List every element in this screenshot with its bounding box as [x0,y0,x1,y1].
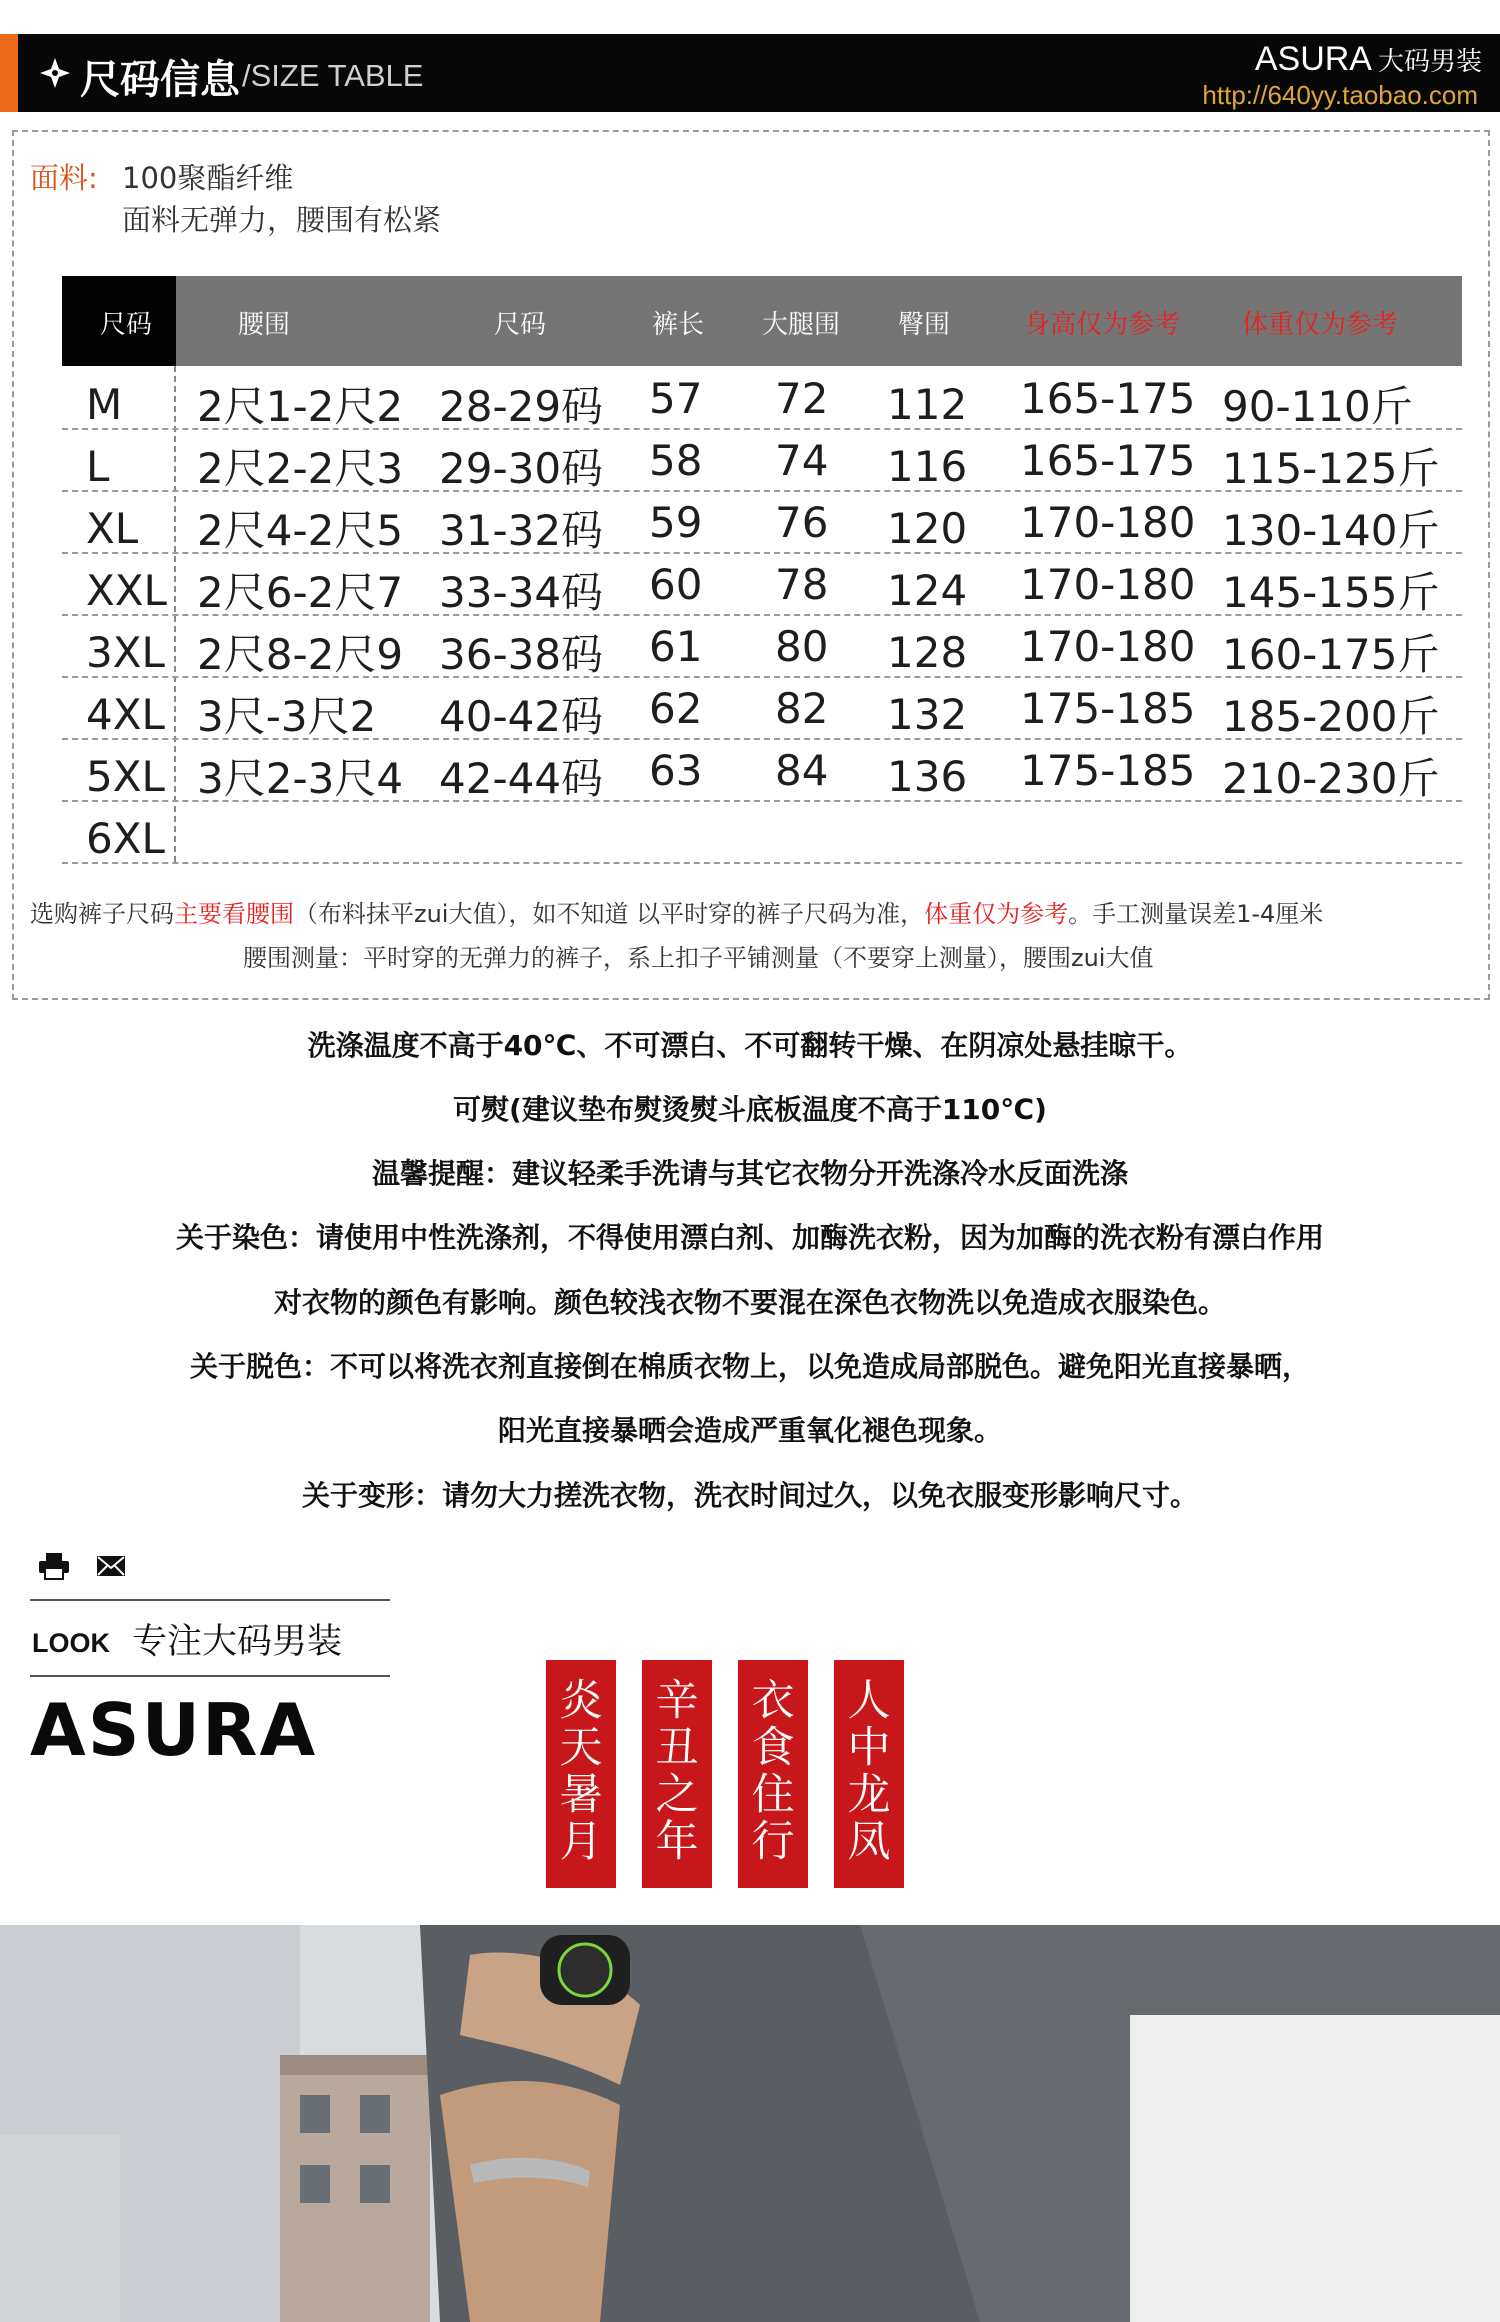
cell-code: 33-34码 [439,568,604,617]
cell-length: 63 [649,746,703,795]
cell-weight: 130-140斤 [1222,506,1440,555]
print-icon[interactable] [38,1552,70,1580]
cell-code: 28-29码 [439,382,604,431]
cell-hip: 136 [887,752,968,801]
cell-code: 36-38码 [439,630,604,679]
care-line: 关于变形：请勿大力搓洗衣物，洗衣时间过久，以免衣服变形影响尺寸。 [301,1479,1198,1512]
cell-size: 4XL [86,690,165,739]
mail-icon[interactable] [96,1554,126,1578]
cell-height: 170-180 [1020,498,1196,547]
tip-highlight: 主要看腰围 [174,900,294,928]
cell-length: 61 [649,622,703,671]
care-line: 温馨提醒：建议轻柔手洗请与其它衣物分开洗涤冷水反面洗涤 [371,1157,1128,1190]
seal-banner: 辛丑之年 [642,1660,712,1888]
cell-length: 62 [649,684,703,733]
cell-thigh: 82 [775,684,829,733]
cell-thigh: 78 [775,560,829,609]
cross-ornament-icon [38,56,72,90]
section-title: 尺码信息 [80,57,240,103]
cell-waist: 2尺8-2尺9 [197,630,404,679]
header-size: 尺码 [100,310,153,340]
cell-height: 165-175 [1020,436,1196,485]
cell-waist: 3尺2-3尺4 [197,754,404,803]
cell-thigh: 76 [775,498,829,547]
size-tip-line1 [30,894,1323,929]
cell-height: 175-185 [1020,746,1196,795]
cell-weight: 160-175斤 [1222,630,1440,679]
table-row [62,800,1462,864]
cell-hip: 128 [887,628,968,677]
care-line: 洗涤温度不高于40℃、不可漂白、不可翻转干燥、在阴凉处悬挂晾干。 [307,1029,1193,1062]
cell-hip: 124 [887,566,968,615]
table-row [62,738,1462,802]
table-header [62,276,1462,366]
tip-highlight: 体重仅为参考 [924,900,1069,928]
header-waist: 腰围 [238,310,291,340]
cell-hip: 116 [887,442,968,491]
care-line: 阳光直接暴晒会造成严重氧化褪色现象。 [497,1414,1002,1447]
section-subtitle: /SIZE TABLE [242,58,424,93]
cell-height: 170-180 [1020,560,1196,609]
care-line: 关于染色：请使用中性洗涤剂，不得使用漂白剂、加酶洗衣粉，因为加酶的洗衣粉有漂白作用 [175,1221,1324,1254]
header-thigh: 大腿围 [762,310,841,340]
header-hip: 臀围 [898,310,951,340]
model-photo [0,1925,1500,2322]
care-line: 可熨(建议垫布熨烫熨斗底板温度不高于110℃) [453,1093,1047,1126]
cell-size: 5XL [86,752,165,801]
cell-length: 59 [649,498,703,547]
seal-banner: 人中龙凤 [834,1660,904,1888]
cell-size: XXL [86,566,167,615]
cell-height: 165-175 [1020,374,1196,423]
cell-thigh: 72 [775,374,829,423]
tip-text: 。手工测量误差1-4厘米 [1068,900,1324,928]
header-code: 尺码 [494,310,547,340]
cell-hip: 120 [887,504,968,553]
header-weight: 体重仅为参考 [1242,310,1399,340]
brand-name [1255,40,1482,79]
cell-thigh: 80 [775,622,829,671]
cell-weight: 90-110斤 [1222,382,1413,431]
care-line: 关于脱色：不可以将洗衣剂直接倒在棉质衣物上，以免造成局部脱色。避免阳光直接暴晒， [189,1350,1310,1383]
fabric-label: 面料: [30,161,98,195]
tip-text: 选购裤子尺码 [30,900,174,928]
cell-hip: 112 [887,380,968,429]
header-accent-strip [0,34,18,112]
brand-chinese: 大码男装 [1377,47,1482,77]
cell-thigh: 74 [775,436,829,485]
brand-latin: ASURA [1254,40,1372,78]
table-row [62,552,1462,616]
table-row [62,490,1462,554]
cell-length: 58 [649,436,703,485]
cell-size: M [86,380,123,429]
size-tip-line2: 腰围测量：平时穿的无弹力的裤子，系上扣子平铺测量（不要穿上测量），腰围zui大值 [243,944,1154,972]
table-row [62,366,1462,430]
cell-size: 6XL [86,814,165,863]
header-length: 裤长 [652,310,705,340]
cell-size: 3XL [86,628,165,677]
cell-size: L [86,442,110,491]
divider [30,1599,390,1601]
shop-url[interactable]: http://640yy.taobao.com [1202,80,1478,110]
cell-weight: 115-125斤 [1222,444,1440,493]
cell-code: 31-32码 [439,506,604,555]
table-row [62,614,1462,678]
brand-logo: ASURA [30,1688,318,1772]
brand-slogan: 专注大码男装 [132,1622,343,1662]
cell-code: 42-44码 [439,754,604,803]
cell-size: XL [86,504,139,553]
cell-waist: 2尺2-2尺3 [197,444,404,493]
cell-weight: 210-230斤 [1222,754,1440,803]
header-height: 身高仅为参考 [1024,310,1181,340]
care-line: 对衣物的颜色有影响。颜色较浅衣物不要混在深色衣物洗以免造成衣服染色。 [273,1286,1226,1319]
cell-hip: 132 [887,690,968,739]
cell-thigh: 84 [775,746,829,795]
header-bar [0,34,1500,112]
cell-height: 175-185 [1020,684,1196,733]
cell-weight: 145-155斤 [1222,568,1440,617]
fabric-note: 面料无弹力，腰围有松紧 [122,203,442,237]
cell-length: 57 [649,374,703,423]
table-row [62,676,1462,740]
seal-banner: 衣食住行 [738,1660,808,1888]
tip-text: （布料抹平zui大值），如不知道 以平时穿的裤子尺码为准， [294,900,925,928]
table-row [62,428,1462,492]
divider [30,1675,390,1677]
cell-weight: 185-200斤 [1222,692,1440,741]
cell-code: 40-42码 [439,692,604,741]
seal-banner: 炎天暑月 [546,1660,616,1888]
look-label: LOOK [32,1628,110,1658]
cell-waist: 2尺4-2尺5 [197,506,404,555]
cell-length: 60 [649,560,703,609]
cell-code: 29-30码 [439,444,604,493]
cell-waist: 3尺-3尺2 [197,692,377,741]
cell-waist: 2尺1-2尺2 [197,382,404,431]
cell-height: 170-180 [1020,622,1196,671]
fabric-value: 100聚酯纤维 [122,161,294,195]
cell-waist: 2尺6-2尺7 [197,568,404,617]
